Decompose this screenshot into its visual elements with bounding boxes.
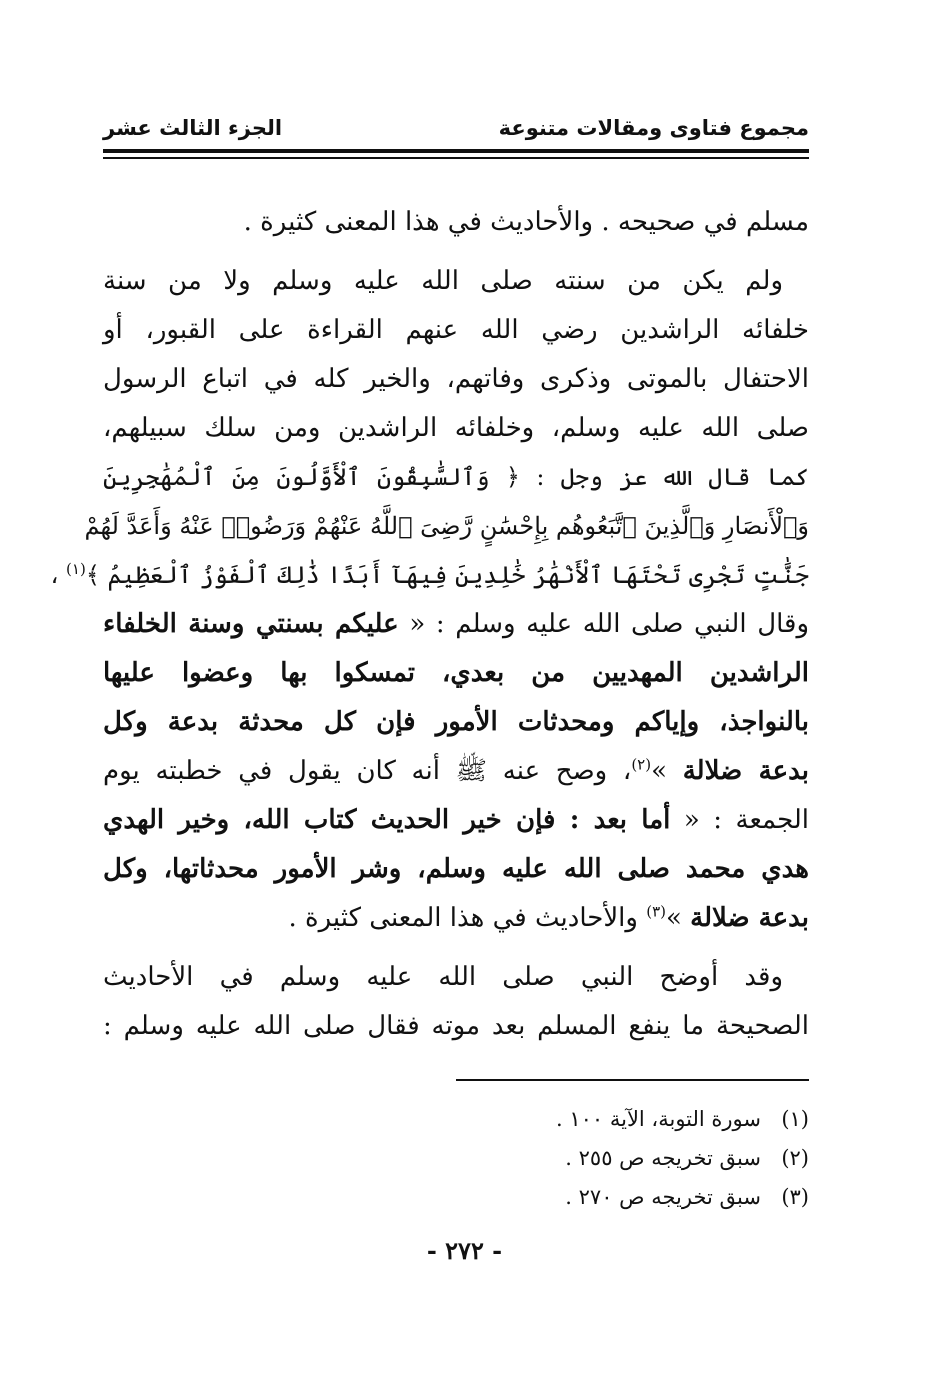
- text-segment: خلفائه الراشدين رضي الله عنهم القراءة على القبور، أو: [103, 315, 809, 345]
- text-line: [103, 698, 809, 747]
- footnote-text: سبق تخريجه ص ٢٧٠ .: [565, 1185, 761, 1209]
- text-line: [103, 796, 809, 845]
- text-segment: وقد أوضح النبي صلى الله عليه وسلم في الأحاديث: [103, 962, 783, 992]
- text-line: [103, 404, 809, 453]
- text-segment: جَنَّٰتٍ تَجْرِى تَحْتَهَا ٱلْأَنْهَٰرُ خَٰلِدِينَ فِيهَآ أَبَدًا ذَٰلِكَ ٱلْفَوْزُ ٱلْعَظِيمُ ﴾: [85, 561, 809, 589]
- text-segment: مسلم في صحيحه . والأحاديث في هذا المعنى كثيرة .: [243, 207, 809, 237]
- volume-label: الجزء الثالث عشر: [103, 116, 283, 140]
- footnote-number: (٣): [781, 1185, 809, 1209]
- text-line: [103, 1002, 809, 1051]
- footnotes: [103, 1100, 809, 1217]
- text-segment: وَٱلْأَنصَارِ وَٱلَّذِينَ ٱتَّبَعُوهُم بِإِحْسَٰنٍ رَّضِىَ ٱللَّهُ عَنْهُمْ وَرَضُوا۟ عَنْهُ وَأَعَدَّ لَهُمْ: [84, 512, 809, 540]
- text-segment: الجمعة : «: [670, 805, 809, 835]
- hadith-text: بدعة ضلالة: [682, 756, 810, 786]
- header-rule-thin: [103, 157, 809, 159]
- text-segment: الاحتفال بالموتى وذكرى وفاتهم، والخير كله في اتباع الرسول: [103, 364, 809, 394]
- header-rule-thick: [103, 149, 809, 153]
- running-header: [103, 112, 809, 150]
- book-title: مجموع فتاوى ومقالات متنوعة: [498, 116, 809, 140]
- hadith-text: أما بعد : فإن خير الحديث كتاب الله، وخير الهدي: [103, 805, 671, 835]
- text-segment: ، وصح عنه ﷺ أنه كان يقول في خطبته يوم: [103, 756, 632, 786]
- footnote-ref: (٣): [646, 902, 666, 921]
- footnote-ref: (١): [66, 560, 86, 578]
- text-segment: كما قال الله عز وجل : ﴿ وَٱلسَّٰبِقُونَ ٱلْأَوَّلُونَ مِنَ ٱلْمُهَٰجِرِينَ: [103, 463, 809, 491]
- text-line: [84, 502, 809, 551]
- text-line: [103, 257, 809, 306]
- text-line: [103, 747, 809, 796]
- footnote-item: [103, 1100, 809, 1139]
- text-line: [103, 306, 809, 355]
- hadith-text: عليكم بسنتي وسنة الخلفاء: [103, 609, 399, 639]
- text-line: [103, 894, 809, 943]
- hadith-text: هدي محمد صلى الله عليه وسلم، وشر الأمور محدثاتها، وكل: [103, 854, 809, 884]
- footnote-ref: (٢): [631, 755, 652, 774]
- text-line: [103, 845, 809, 894]
- footnote-number: (٢): [781, 1146, 809, 1170]
- text-line: [103, 600, 809, 649]
- text-line: [103, 649, 809, 698]
- text-line: [103, 198, 809, 247]
- text-segment: »: [665, 903, 691, 933]
- footnote-text: سبق تخريجه ص ٢٥٥ .: [565, 1146, 761, 1170]
- text-line: [103, 953, 809, 1002]
- text-segment: وقال النبي صلى الله عليه وسلم : «: [398, 609, 810, 639]
- footnote-item: [103, 1139, 809, 1178]
- page-number: - ٢٧٢ -: [426, 1236, 503, 1265]
- text-line: [50, 551, 809, 600]
- text-segment: صلى الله عليه وسلم، وخلفائه الراشدين ومن سلك سبيلهم،: [103, 413, 809, 443]
- footnote-text: سورة التوبة، الآية ١٠٠ .: [555, 1107, 761, 1131]
- hadith-text: بدعة ضلالة: [690, 903, 809, 933]
- body-text: [50, 198, 810, 1051]
- footnote-number: (١): [781, 1107, 809, 1131]
- hadith-text: الراشدين المهديين من بعدي، تمسكوا بها وعضوا عليها: [103, 658, 809, 688]
- text-segment: »: [651, 756, 683, 786]
- text-segment: ولم يكن من سنته صلى الله عليه وسلم ولا من سنة: [103, 266, 783, 296]
- text-segment: ،: [50, 561, 67, 589]
- text-line: [103, 453, 809, 502]
- text-segment: والأحاديث في هذا المعنى كثيرة .: [288, 903, 647, 933]
- text-segment: الصحيحة ما ينفع المسلم بعد موته فقال صلى الله عليه وسلم :: [103, 1011, 809, 1041]
- footnote-item: [103, 1178, 809, 1217]
- footnote-separator: [456, 1079, 809, 1081]
- hadith-text: بالنواجذ، وإياكم ومحدثات الأمور فإن كل محدثة بدعة وكل: [103, 707, 809, 737]
- text-line: [103, 355, 809, 404]
